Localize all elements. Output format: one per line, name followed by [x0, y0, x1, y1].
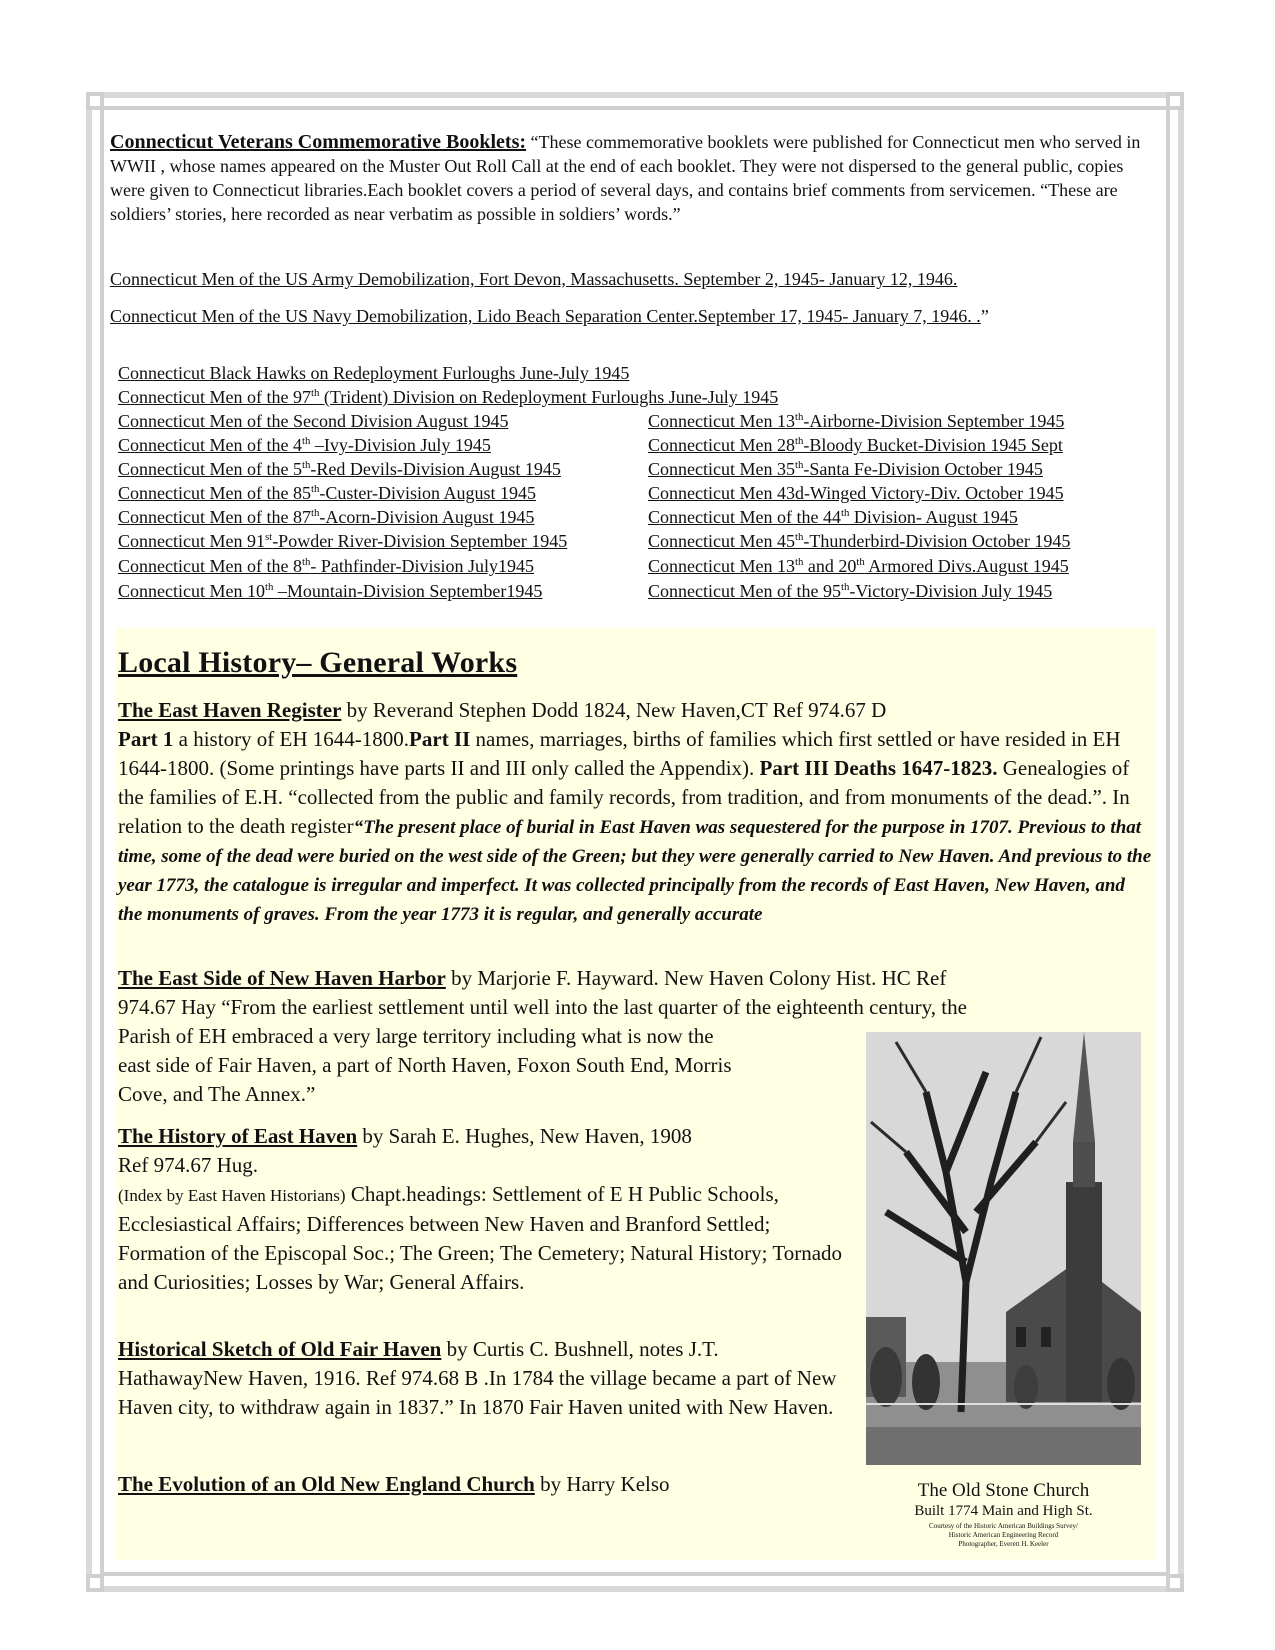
- church-photo: [866, 1032, 1141, 1465]
- photo-credit: [866, 1522, 1141, 1549]
- photo-caption-sub: Built 1774 Main and High St.: [914, 1503, 1093, 1519]
- part1-label: Part 1: [118, 727, 174, 751]
- division-item[interactable]: Connecticut Men of the 4th –Ivy-Division July 1945: [118, 435, 491, 455]
- division-item[interactable]: Connecticut Men of the 97th (Trident) Division on Redeployment Furloughs June-July 1945: [118, 387, 779, 407]
- history-eh-entry: [118, 1122, 858, 1297]
- part2-label: Part II: [409, 727, 471, 751]
- division-item[interactable]: Connecticut Black Hawks on Redeployment Furloughs June-July 1945: [118, 363, 630, 383]
- division-item[interactable]: Connecticut Men 13th and 20th Armored Divs.August 1945: [648, 556, 1069, 576]
- photo-caption-title: The Old Stone Church: [917, 1480, 1090, 1501]
- history-eh-headings: Chapt.headings: Settlement of E H Public Schools, Ecclesiastical Affairs; Differences between New Haven and Branford Settled; Formation of the Episcopal Soc.; The Green; The Cemetery; Natural History; Tornado and Curiosities; Losses by War; General Affairs.: [118, 1182, 843, 1294]
- east-side-line1: [118, 964, 946, 993]
- sketch-title[interactable]: Historical Sketch of Old Fair Haven: [118, 1337, 442, 1361]
- history-eh-index-note: (Index by East Haven Historians): [118, 1186, 346, 1205]
- army-demobilization-title[interactable]: Connecticut Men of the US Army Demobilization, Fort Devon, Massachusetts. September 2, 1945- January 12, 1946.: [110, 269, 958, 289]
- division-item[interactable]: Connecticut Men 10th –Mountain-Division September1945: [118, 581, 543, 601]
- sketch-entry: [118, 1335, 858, 1422]
- evolution-byline: by Harry Kelso: [534, 1472, 670, 1496]
- register-byline: by Reverand Stephen Dodd 1824, New Haven,CT Ref 974.67 D: [341, 698, 887, 722]
- photo-credit-line: Photographer, Everett H. Keeler: [958, 1540, 1049, 1548]
- division-item[interactable]: Connecticut Men 91st-Powder River-Division September 1945: [118, 531, 568, 551]
- division-item[interactable]: Connecticut Men of the 44th Division- August 1945: [648, 507, 1018, 527]
- part3-text: Genealogies of the families of E.H. “collected from the public and family records, from tradition, and from monuments of the dead.”. In relation to the death register: [118, 756, 1130, 838]
- division-item[interactable]: Connecticut Men of the 8th- Pathfinder-Division July1945: [118, 556, 534, 576]
- division-item[interactable]: Connecticut Men 28th-Bloody Bucket-Division 1945 Sept: [648, 435, 1063, 455]
- register-entry: [118, 696, 1153, 928]
- frame-corner: [1166, 1574, 1184, 1592]
- death-register-quote: “The present place of burial in East Haven was sequestered for the purpose in 1707. Previous to that time, some of the dead were buried on the west side of the Green; but they were generally carried to New Haven. And previous to the year 1773, the catalogue is irregular and imperfect. It was collected principally from the records of East Haven, New Haven, and the monuments of graves. From the year 1773 it is regular, and generally accurate: [118, 817, 1152, 925]
- history-eh-byline: by Sarah E. Hughes, New Haven, 1908: [357, 1124, 692, 1148]
- division-item[interactable]: Connecticut Men 13th-Airborne-Division September 1945: [648, 411, 1065, 431]
- evolution-title[interactable]: The Evolution of an Old New England Church: [118, 1472, 535, 1496]
- east-side-line5: Cove, and The Annex.”: [118, 1082, 316, 1106]
- church-illustration: [866, 1032, 1141, 1465]
- division-item[interactable]: Connecticut Men of the 95th-Victory-Division July 1945: [648, 581, 1053, 601]
- history-eh-title[interactable]: The History of East Haven: [118, 1124, 358, 1148]
- register-title[interactable]: The East Haven Register: [118, 698, 342, 722]
- history-eh-ref: Ref 974.67 Hug.: [118, 1153, 258, 1177]
- part3-label: Part III Deaths 1647-1823.: [759, 756, 998, 780]
- east-side-line2: 974.67 Hay “From the earliest settlement until well into the last quarter of the eighteenth century, the: [118, 995, 967, 1019]
- frame-corner: [1166, 92, 1184, 110]
- east-side-byline: by Marjorie F. Hayward. New Haven Colony Hist. HC Ref: [445, 966, 947, 990]
- part2-text: names, marriages, births of families which first settled or have resided in EH 1644-1800. (Some printings have parts II and III only called the Appendix).: [118, 727, 1121, 780]
- navy-demobilization-line: [110, 305, 989, 327]
- division-item[interactable]: Connecticut Men of the 85th-Custer-Division August 1945: [118, 483, 537, 503]
- east-side-line3: Parish of EH embraced a very large territory including what is now the: [118, 1024, 714, 1048]
- division-item[interactable]: Connecticut Men 35th-Santa Fe-Division October 1945: [648, 459, 1043, 479]
- booklets-intro: [110, 130, 1160, 226]
- division-item[interactable]: Connecticut Men 45th-Thunderbird-Division October 1945: [648, 531, 1071, 551]
- evolution-entry: [118, 1470, 670, 1499]
- division-item[interactable]: Connecticut Men of the 87th-Acorn-Division August 1945: [118, 507, 535, 527]
- part1-text: a history of EH 1644-1800.: [173, 727, 410, 751]
- local-history-heading: Local History– General Works: [118, 646, 518, 679]
- sketch-text: HathawayNew Haven, 1916. Ref 974.68 B .In 1784 the village became a part of New Haven city, to withdraw again in 1837.” In 1870 Fair Haven united with New Haven.: [118, 1366, 837, 1419]
- navy-demobilization-title[interactable]: Connecticut Men of the US Navy Demobilization, Lido Beach Separation Center.September 17, 1945- January 7, 1946. .: [110, 306, 981, 326]
- division-item[interactable]: Connecticut Men of the Second Division August 1945: [118, 411, 509, 431]
- photo-credit-line: Historic American Engineering Record: [948, 1531, 1059, 1539]
- division-item[interactable]: Connecticut Men of the 5th-Red Devils-Division August 1945: [118, 459, 561, 479]
- booklets-intro-text: “These commemorative booklets were published for Connecticut men who served in WWII , whose names appeared on the Muster Out Roll Call at the end of each booklet. They were not dispersed to the general public, copies were given to Connecticut libraries.Each booklet covers a period of several days, and contains brief comments from servicemen. “These are soldiers’ stories, here recorded as near verbatim as possible in soldiers’ words.”: [110, 132, 1141, 224]
- navy-trailer: ”: [980, 306, 989, 326]
- photo-credit-line: Courtesy of the Historic American Buildings Survey/: [929, 1522, 1078, 1530]
- east-side-line4: east side of Fair Haven, a part of North Haven, Foxon South End, Morris: [118, 1053, 732, 1077]
- frame-corner: [86, 1574, 104, 1592]
- division-item[interactable]: Connecticut Men 43d-Winged Victory-Div. October 1945: [648, 483, 1064, 503]
- sketch-byline: by Curtis C. Bushnell, notes J.T.: [441, 1337, 719, 1361]
- east-side-title[interactable]: The East Side of New Haven Harbor: [118, 966, 446, 990]
- booklets-heading: Connecticut Veterans Commemorative Booklets:: [110, 131, 527, 153]
- frame-corner: [86, 92, 104, 110]
